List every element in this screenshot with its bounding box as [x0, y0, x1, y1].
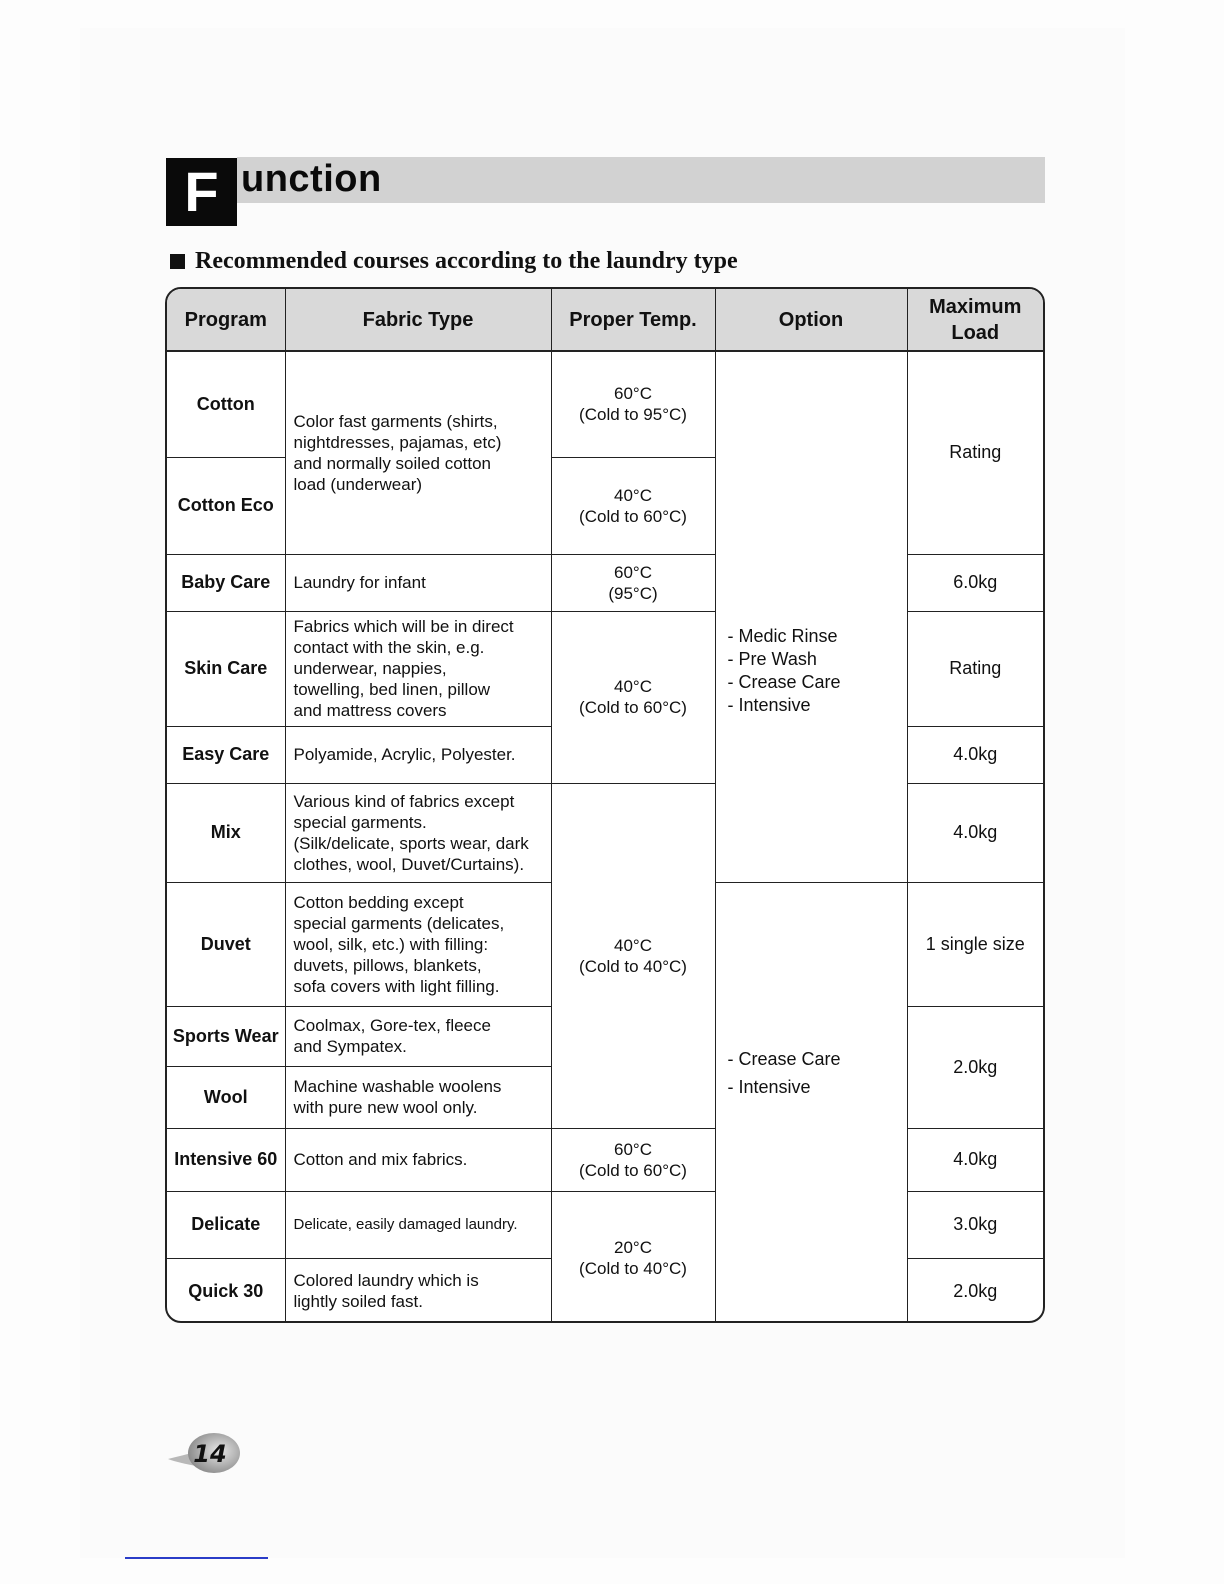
- load-cell: 4.0kg: [907, 726, 1043, 783]
- fabric-cell: [285, 1258, 551, 1323]
- temp-range: (Cold to 60°C): [579, 698, 687, 717]
- fabric-line: underwear, nappies,: [293, 659, 447, 678]
- fabric-line: clothes, wool, Duvet/Curtains).: [293, 854, 525, 874]
- option-item: - Intensive: [727, 1077, 811, 1097]
- temp-value: 40°C: [614, 677, 652, 696]
- header-option: Option: [715, 289, 907, 351]
- option-item: - Intensive: [727, 694, 811, 715]
- temp-cell: [551, 1191, 715, 1323]
- program-cell: Cotton Eco: [167, 457, 285, 554]
- temp-cell: [551, 351, 715, 457]
- program-cell: Intensive 60: [167, 1128, 285, 1191]
- fabric-cell: [285, 882, 551, 1006]
- load-cell: 2.0kg: [907, 1258, 1043, 1323]
- fabric-line: duvets, pillows, blankets,: [293, 955, 482, 975]
- header-load-line: Maximum: [929, 295, 1022, 318]
- temp-value: 20°C: [614, 1237, 652, 1257]
- temp-range: (Cold to 60°C): [579, 506, 687, 526]
- fabric-line: load (underwear): [293, 474, 423, 494]
- option-item: - Crease Care: [727, 671, 841, 692]
- fabric-line: special garments (delicates,: [293, 913, 505, 933]
- fabric-cell: [285, 351, 551, 554]
- program-cell: Cotton: [167, 351, 285, 457]
- header-maximum-load: [907, 289, 1043, 351]
- section-header-initial: F: [166, 158, 237, 226]
- fabric-line: Colored laundry which is: [293, 1271, 479, 1291]
- section-header-title: unction: [241, 158, 382, 200]
- header-program: Program: [167, 289, 285, 351]
- fabric-line: Color fast garments (shirts,: [293, 411, 498, 431]
- fabric-line: lightly soiled fast.: [293, 1292, 423, 1312]
- fabric-line: Coolmax, Gore-tex, fleece: [293, 1016, 491, 1035]
- fabric-cell: [285, 611, 551, 726]
- footer-link-underline: [125, 1557, 268, 1559]
- temp-cell: [551, 1128, 715, 1191]
- temp-cell: [551, 457, 715, 554]
- laundry-course-table: [165, 287, 1045, 1323]
- option-item: - Medic Rinse: [727, 625, 838, 646]
- temp-value: 60°C: [614, 562, 652, 582]
- fabric-line: Machine washable woolens: [293, 1077, 502, 1096]
- fabric-line: and Sympatex.: [293, 1037, 407, 1056]
- fabric-line: Fabrics which will be in direct: [293, 617, 514, 636]
- program-cell: Quick 30: [167, 1258, 285, 1323]
- load-cell: 6.0kg: [907, 554, 1043, 611]
- fabric-line: nightdresses, pajamas, etc): [293, 432, 502, 452]
- table-header-row: [167, 289, 1043, 351]
- table-row: [167, 1191, 1043, 1258]
- load-cell: 3.0kg: [907, 1191, 1043, 1258]
- fabric-line: (Silk/delicate, sports wear, dark: [293, 833, 529, 853]
- temp-cell: [551, 783, 715, 1128]
- temp-value: 40°C: [614, 485, 652, 505]
- temp-value: 60°C: [614, 384, 652, 404]
- fabric-line: Cotton bedding except: [293, 892, 464, 912]
- fabric-cell: Polyamide, Acrylic, Polyester.: [285, 726, 551, 783]
- header-load-line: Load: [951, 321, 1000, 344]
- temp-range: (Cold to 40°C): [579, 1258, 687, 1278]
- temp-range: (Cold to 60°C): [579, 1160, 687, 1180]
- fabric-cell: Delicate, easily damaged laundry.: [285, 1191, 551, 1258]
- option-cell: [715, 351, 907, 882]
- temp-range: (95°C): [608, 583, 658, 603]
- fabric-line: special garments.: [293, 812, 427, 832]
- table-row: [167, 783, 1043, 882]
- header-proper-temp: Proper Temp.: [551, 289, 715, 351]
- fabric-line: sofa covers with light filling.: [293, 976, 500, 996]
- table-row: [167, 611, 1043, 726]
- load-cell: 4.0kg: [907, 783, 1043, 882]
- option-item: - Crease Care: [727, 1049, 841, 1069]
- load-cell: 4.0kg: [907, 1128, 1043, 1191]
- table-row: [167, 1128, 1043, 1191]
- load-cell: 1 single size: [907, 882, 1043, 1006]
- fabric-cell: [285, 783, 551, 882]
- fabric-cell: [285, 1006, 551, 1066]
- program-cell: Skin Care: [167, 611, 285, 726]
- option-cell: [715, 882, 907, 1323]
- table-row: [167, 554, 1043, 611]
- fabric-cell: Cotton and mix fabrics.: [285, 1128, 551, 1191]
- fabric-line: with pure new wool only.: [293, 1098, 478, 1117]
- program-cell: Baby Care: [167, 554, 285, 611]
- section-subtitle: [170, 244, 738, 278]
- program-cell: Wool: [167, 1066, 285, 1128]
- page-number: 14: [193, 1440, 227, 1468]
- load-cell: Rating: [907, 351, 1043, 554]
- subtitle-text: Recommended courses according to the laundry type: [195, 247, 738, 274]
- header-fabric-type: Fabric Type: [285, 289, 551, 351]
- fabric-line: and normally soiled cotton: [293, 453, 492, 473]
- program-cell: Delicate: [167, 1191, 285, 1258]
- fabric-cell: [285, 1066, 551, 1128]
- load-cell: 2.0kg: [907, 1006, 1043, 1128]
- option-item: - Pre Wash: [727, 648, 817, 669]
- fabric-line: towelling, bed linen, pillow: [293, 680, 491, 699]
- temp-range: (Cold to 40°C): [579, 956, 687, 976]
- program-cell: Easy Care: [167, 726, 285, 783]
- program-cell: Mix: [167, 783, 285, 882]
- temp-value: 60°C: [614, 1139, 652, 1159]
- program-cell: Duvet: [167, 882, 285, 1006]
- fabric-line: wool, silk, etc.) with filling:: [293, 934, 489, 954]
- fabric-line: and mattress covers: [293, 701, 447, 720]
- fabric-line: Various kind of fabrics except: [293, 791, 515, 811]
- program-cell: Sports Wear: [167, 1006, 285, 1066]
- fabric-cell: Laundry for infant: [285, 554, 551, 611]
- temp-range: (Cold to 95°C): [579, 405, 687, 425]
- table-row: [167, 351, 1043, 457]
- temp-cell: [551, 611, 715, 783]
- fabric-line: contact with the skin, e.g.: [293, 638, 485, 657]
- square-bullet-icon: [170, 254, 185, 269]
- temp-value: 40°C: [614, 935, 652, 955]
- temp-cell: [551, 554, 715, 611]
- load-cell: Rating: [907, 611, 1043, 726]
